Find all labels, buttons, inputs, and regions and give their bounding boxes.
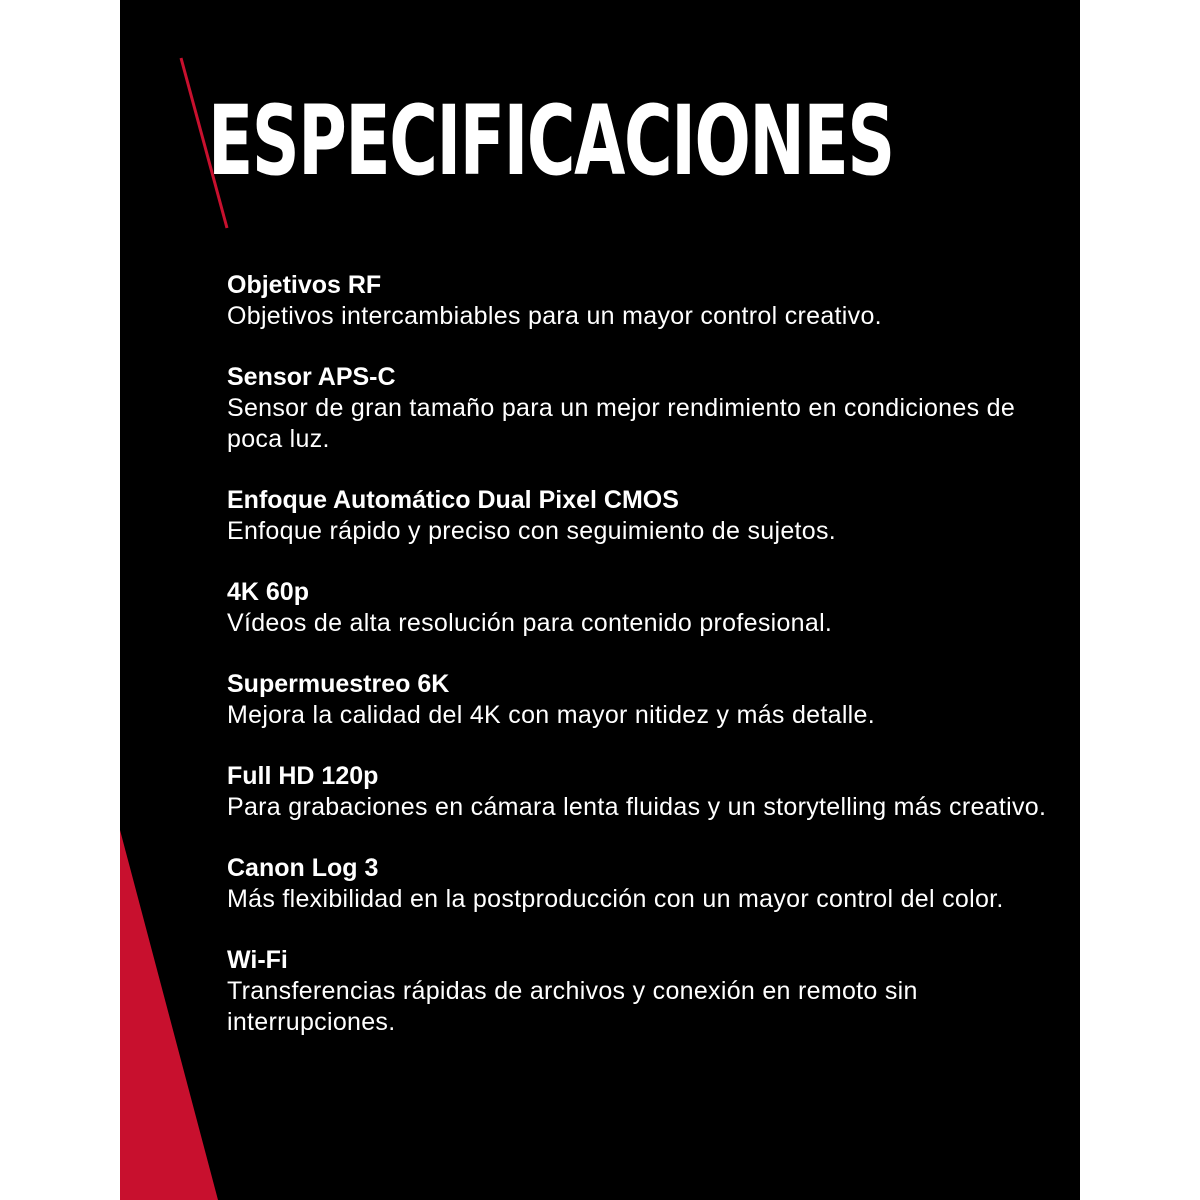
page-title: ESPECIFICACIONES xyxy=(208,85,894,197)
spec-description: Sensor de gran tamaño para un mejor rendimiento en condiciones de poca luz. xyxy=(227,394,1016,453)
red-corner-triangle xyxy=(120,830,218,1200)
spec-description: Enfoque rápido y preciso con seguimiento de sujetos. xyxy=(227,517,837,545)
spec-item xyxy=(227,761,1047,823)
spec-description: Transferencias rápidas de archivos y conexión en remoto sin interrupciones. xyxy=(227,977,918,1036)
spec-description: Para grabaciones en cámara lenta fluidas y un storytelling más creativo. xyxy=(227,793,1047,821)
spec-title: 4K 60p xyxy=(227,578,309,606)
spec-panel xyxy=(120,0,1080,1200)
spec-item xyxy=(227,362,1047,455)
spec-item xyxy=(227,270,1047,332)
spec-list xyxy=(227,270,1047,1068)
spec-item xyxy=(227,577,1047,639)
spec-title: Canon Log 3 xyxy=(227,854,379,882)
spec-item xyxy=(227,669,1047,731)
spec-description: Más flexibilidad en la postproducción con un mayor control del color. xyxy=(227,885,1004,913)
spec-title: Wi-Fi xyxy=(227,946,288,974)
spec-title: Full HD 120p xyxy=(227,762,379,790)
spec-title: Sensor APS-C xyxy=(227,363,396,391)
spec-description: Vídeos de alta resolución para contenido profesional. xyxy=(227,609,833,637)
spec-item xyxy=(227,853,1047,915)
spec-description: Mejora la calidad del 4K con mayor nitidez y más detalle. xyxy=(227,701,875,729)
spec-title: Objetivos RF xyxy=(227,271,382,299)
spec-description: Objetivos intercambiables para un mayor control creativo. xyxy=(227,302,882,330)
spec-title: Supermuestreo 6K xyxy=(227,670,450,698)
spec-item xyxy=(227,485,1047,547)
spec-item xyxy=(227,945,1047,1038)
spec-title: Enfoque Automático Dual Pixel CMOS xyxy=(227,486,679,514)
